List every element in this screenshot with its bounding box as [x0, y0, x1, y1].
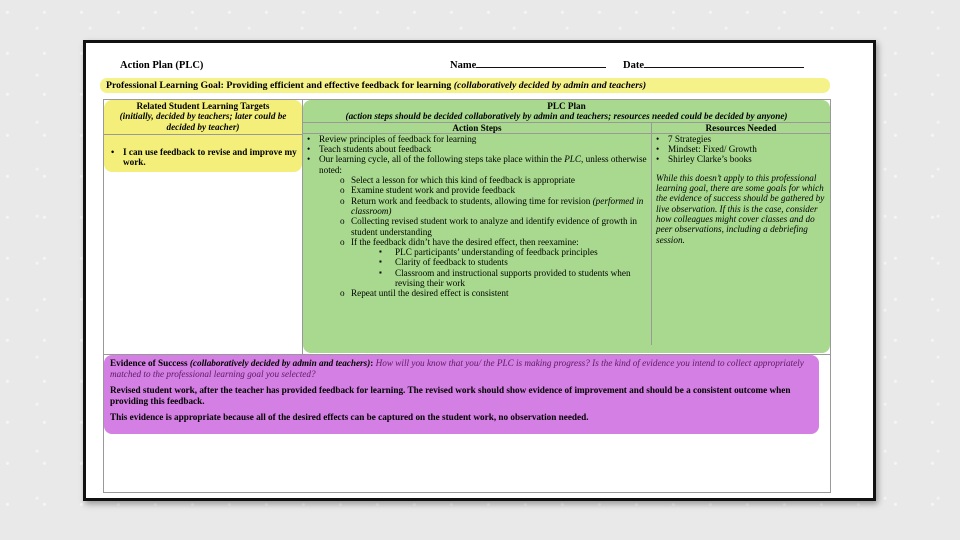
resources-header: Resources Needed — [652, 123, 830, 134]
resources-list — [652, 134, 830, 165]
evidence-label: Evidence of Success — [110, 358, 188, 368]
cycle-step: o Repeat until the desired effect is consistent — [303, 288, 651, 298]
cycle-step: o Collecting revised student work to analyze and identify evidence of growth in student understanding — [303, 216, 651, 237]
name-field — [450, 60, 606, 71]
evidence-highlight: Evidence of Success (collaboratively decided by admin and teachers): How will you know that you/ the PLC is making progress? Is the kind of evidence you intend to collect appropriately matched to the professional learning goal you selected? Revised student work, after the teacher has provided feedback for learning. The revised work should show evidence of improvement and should be a consistent outcome when providing this feedback. This evidence is appropriate because all of the desired effects can be captured on the student work, no observation needed. — [104, 355, 819, 434]
reexamine-item: ▪ Classroom and instructional supports provided to students when revising their work — [303, 268, 651, 289]
target-item: • I can use feedback to revise and improve my work. — [107, 147, 299, 168]
action-step: • Review principles of feedback for learning — [303, 134, 651, 144]
plc-plan-title: PLC Plan — [547, 101, 586, 111]
resources-note: While this doesn’t apply to this professional learning goal, there are some goals for which the evidence of success should be gathered by live observation. If this is the case, consider how colleagues might cover classes and do peer observations, including a debriefing session. — [656, 172, 825, 245]
plc-emphasis: PLC — [564, 154, 582, 165]
reexamine-item: ▪ Clarity of feedback to students — [303, 257, 651, 267]
cycle-step-text: Return work and feedback to students, allowing time for revision — [351, 195, 593, 206]
targets-divider — [104, 134, 302, 143]
evidence-question: How will you know that you/ the PLC is making progress? Is the kind of evidence you intend to collect appropriately matched to the professional learning goal you selected? — [110, 358, 804, 379]
targets-highlight — [104, 100, 302, 172]
evidence-answer: Revised student work, after the teacher has provided feedback for learning. The revised work should show evidence of improvement and should be a consistent outcome when providing this feedback. — [110, 385, 791, 406]
name-label: Name — [450, 60, 477, 71]
cycle-step: o Examine student work and provide feedback — [303, 185, 651, 195]
slide-frame — [83, 40, 876, 501]
plc-plan-columns — [303, 122, 830, 345]
plc-plan-subtitle: (action steps should be decided collaboratively by admin and teachers; resources needed could be decided by anyone) — [345, 111, 788, 122]
plan-table — [103, 99, 831, 493]
goal-label: Professional Learning Goal: Providing efficient and effective feedback for learning — [106, 80, 452, 91]
reexamine-item: ▪ PLC participants’ understanding of feedback principles — [303, 247, 651, 257]
date-field — [623, 60, 804, 71]
name-blank-line — [476, 67, 606, 68]
resource-item: • 7 Strategies — [652, 134, 830, 144]
resources-column — [652, 123, 830, 345]
action-step — [303, 154, 651, 175]
targets-header-note: (initially, decided by teachers; later could be decided by teacher) — [119, 111, 287, 132]
action-steps-list — [303, 134, 651, 299]
targets-cell — [104, 100, 303, 355]
evidence-cell — [104, 355, 831, 493]
plc-plan-cell — [303, 100, 831, 355]
action-step-text: Our learning cycle, all of the following steps take place within the — [319, 154, 565, 165]
goal-note: (collaboratively decided by admin and teachers) — [453, 80, 647, 91]
action-steps-header: Action Steps — [303, 123, 651, 134]
document-title: Action Plan (PLC) — [120, 60, 204, 71]
targets-header: Related Student Learning Targets — [136, 101, 270, 111]
action-steps-column — [303, 123, 652, 345]
action-step: • Teach students about feedback — [303, 144, 651, 154]
cycle-step-note: (performed in classroom) — [351, 195, 644, 216]
resource-item: • Shirley Clarke’s books — [652, 154, 830, 164]
cycle-step — [303, 196, 651, 217]
date-blank-line — [644, 67, 804, 68]
professional-learning-goal — [100, 78, 830, 93]
plc-plan-highlight — [303, 100, 830, 353]
evidence-justification: This evidence is appropriate because all of the desired effects can be captured on the student work, no observation needed. — [110, 412, 589, 422]
resource-item: • Mindset: Fixed/ Growth — [652, 144, 830, 154]
cycle-step: o If the feedback didn’t have the desired effect, then reexamine: — [303, 237, 651, 247]
cycle-step: o Select a lesson for which this kind of feedback is appropriate — [303, 175, 651, 185]
targets-list — [107, 145, 299, 168]
action-step-text: , unless otherwise noted: — [319, 154, 647, 175]
evidence-label-note: (collaboratively decided by admin and teachers) — [189, 358, 371, 368]
date-label: Date — [623, 60, 644, 71]
